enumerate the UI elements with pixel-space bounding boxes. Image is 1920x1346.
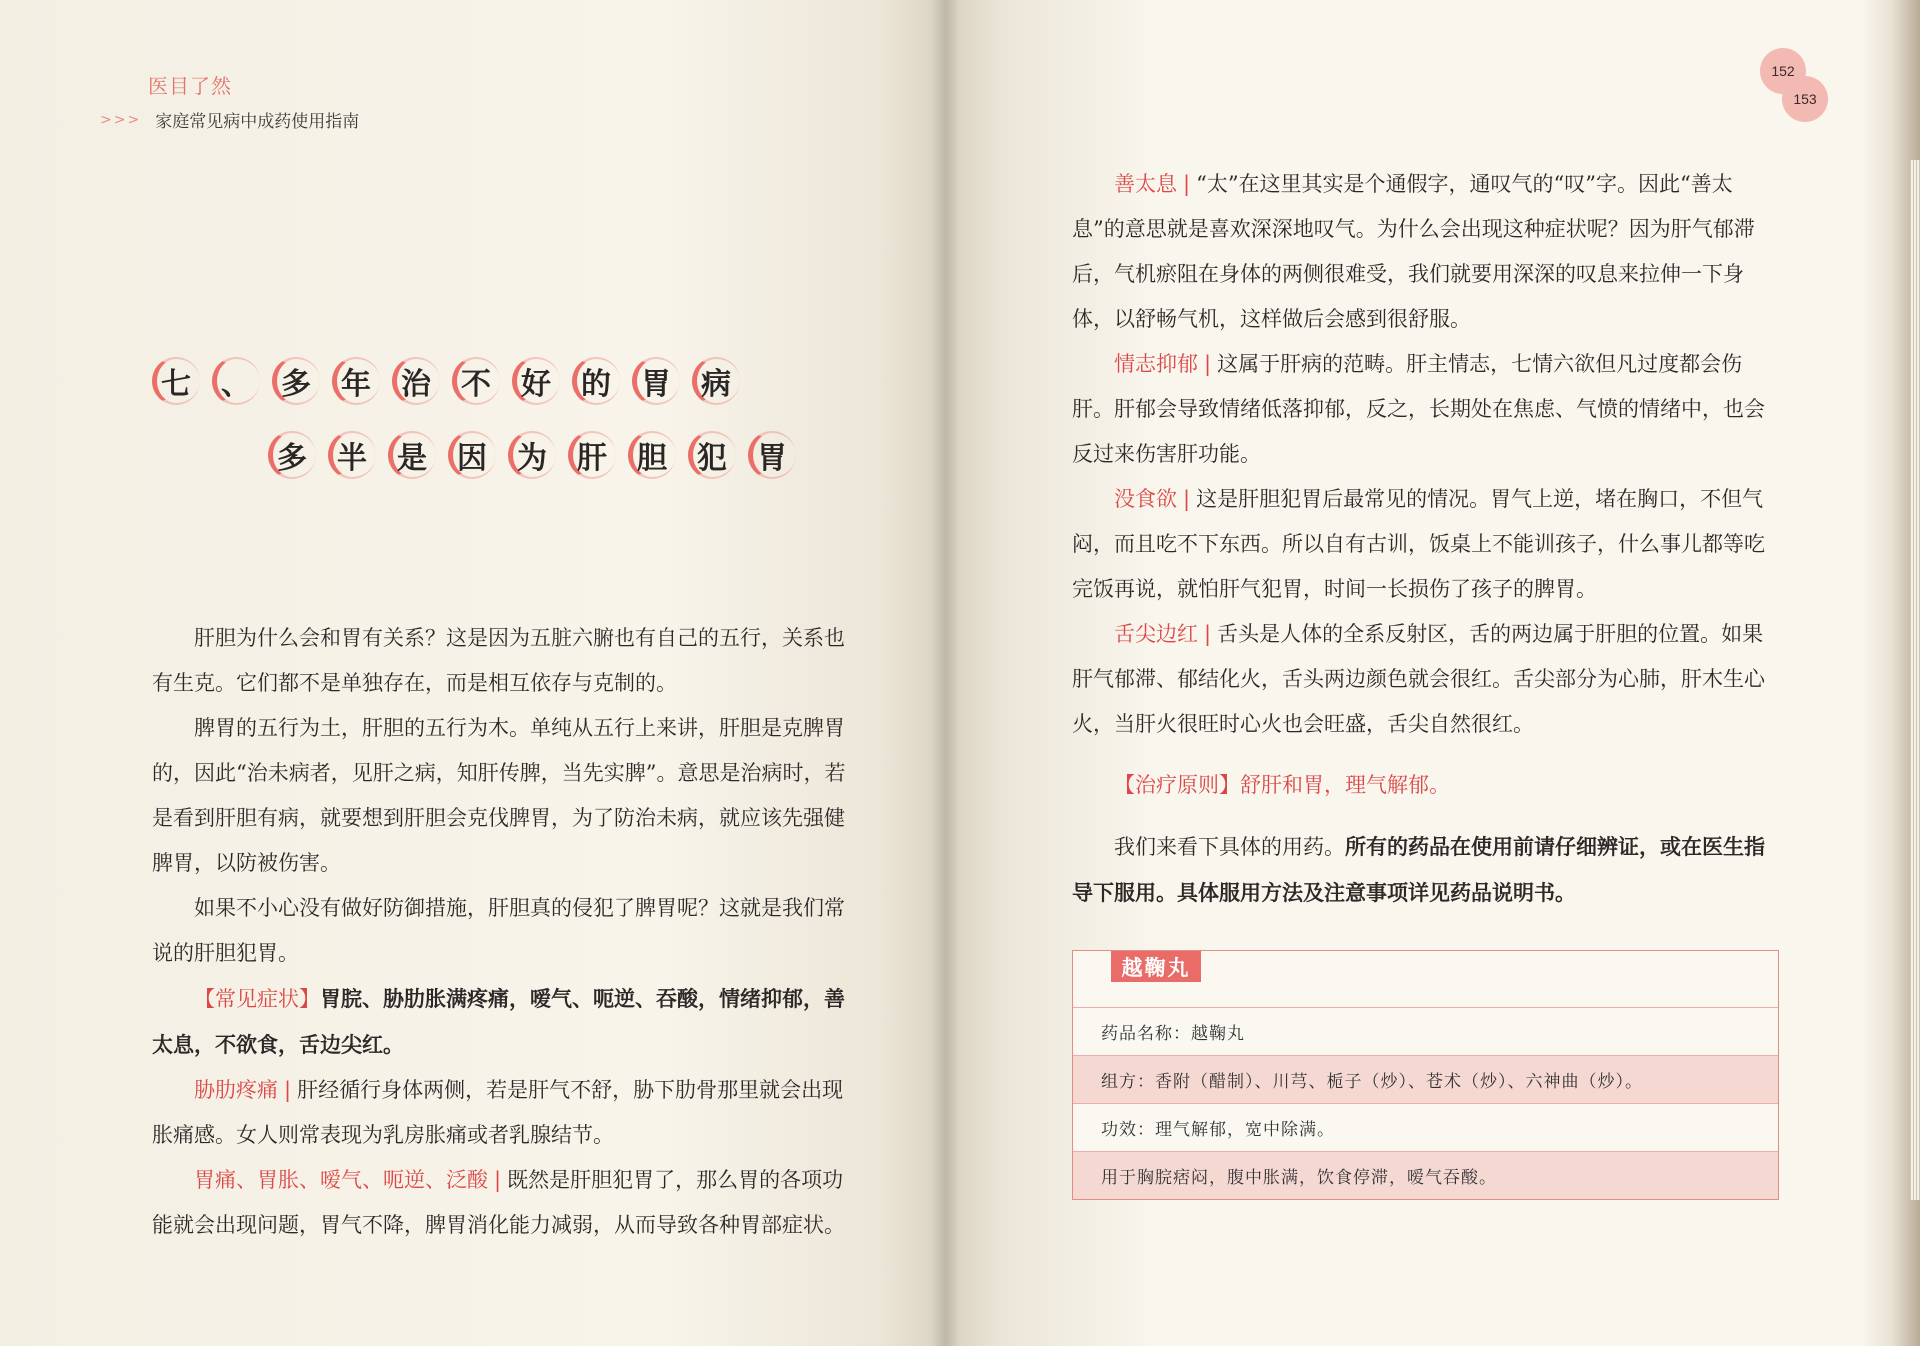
page-edge bbox=[1910, 160, 1920, 1200]
principle-text: 舒肝和胃，理气解郁。 bbox=[1240, 773, 1450, 797]
chapter-title-line-1 bbox=[146, 354, 746, 408]
drug-name-row: 药品名称：越鞠丸 bbox=[1073, 1007, 1778, 1055]
title-char: 半 bbox=[322, 428, 382, 482]
title-char: 好 bbox=[506, 354, 566, 408]
chevron-right-icon: >>> bbox=[100, 111, 142, 128]
symptoms-text: 胃脘、胁肋胀满疼痛，嗳气、呃逆、吞酸，情绪抑郁，善太息，不欲食，舌边尖红。 bbox=[152, 986, 845, 1057]
title-char: 肝 bbox=[562, 428, 622, 482]
symptom-label: 胃痛、胃胀、嗳气、呃逆、泛酸 bbox=[194, 1168, 488, 1192]
medication-note bbox=[1072, 824, 1778, 916]
title-char: 治 bbox=[386, 354, 446, 408]
symptom-text: 肝经循行身体两侧，若是肝气不舒，胁下肋骨那里就会出现胀痛感。女人则常表现为乳房胀痛或者乳腺结节。 bbox=[152, 1078, 844, 1147]
left-page bbox=[0, 0, 945, 1346]
symptom-text: “太”在这里其实是个通假字，通叹气的“叹”字。因此“善太息”的意思就是喜欢深深地叹气。为什么会出现这种症状呢？因为肝气郁滞后，气机瘀阻在身体的两侧很难受，我们就要用深深的叹息来拉伸一下身体，以舒畅气机，这样做后会感到很舒服。 bbox=[1072, 172, 1755, 331]
title-char: 年 bbox=[326, 354, 386, 408]
page-number-badge: 153 bbox=[1782, 76, 1828, 122]
symptom-label: 善太息 bbox=[1114, 172, 1177, 196]
separator-bar-icon: | bbox=[1183, 172, 1191, 196]
symptom-text: 这属于肝病的范畴。肝主情志，七情六欲但凡过度都会伤肝。肝郁会导致情绪低落抑郁，反之，长期处在焦虑、气愤的情绪中，也会反过来伤害肝功能。 bbox=[1072, 352, 1765, 466]
drug-name-tab: 越鞠丸 bbox=[1111, 951, 1201, 982]
title-char: 的 bbox=[566, 354, 626, 408]
title-char: 病 bbox=[686, 354, 746, 408]
drug-effect-row: 功效：理气解郁，宽中除满。 bbox=[1073, 1103, 1778, 1151]
symptom-item bbox=[1072, 612, 1778, 747]
symptom-item bbox=[1072, 477, 1778, 612]
title-char: 七 bbox=[146, 354, 206, 408]
symptom-text: 这是肝胆犯胃后最常见的情况。胃气上逆，堵在胸口，不但气闷，而且吃不下东西。所以自有古训，饭桌上不能训孩子，什么事儿都等吃完饭再说，就怕肝气犯胃，时间一长损伤了孩子的脾胃。 bbox=[1072, 487, 1765, 601]
drug-formula-row: 组方：香附（醋制）、川芎、栀子（炒）、苍术（炒）、六神曲（炒）。 bbox=[1073, 1055, 1778, 1103]
treatment-principle bbox=[1072, 763, 1778, 808]
symptom-item bbox=[152, 1068, 860, 1158]
symptom-label: 舌尖边红 bbox=[1114, 622, 1198, 646]
title-char: 、 bbox=[206, 354, 266, 408]
book-title-row bbox=[100, 107, 359, 132]
symptom-label: 胁肋疼痛 bbox=[194, 1078, 278, 1102]
title-char: 多 bbox=[262, 428, 322, 482]
medication-warning: 所有的药品在使用前请仔细辨证，或在医生指导下服用。具体服用方法及注意事项详见药品说明书。 bbox=[1072, 834, 1765, 905]
symptom-item bbox=[1072, 162, 1778, 342]
left-body-text bbox=[152, 616, 860, 1248]
separator-bar-icon: | bbox=[494, 1168, 502, 1192]
symptom-label: 没食欲 bbox=[1114, 487, 1177, 511]
symptom-text: 舌头是人体的全系反射区，舌的两边属于肝胆的位置。如果肝气郁滞、郁结化火，舌头两边颜色就会很红。舌尖部分为心肺，肝木生心火，当肝火很旺时心火也会旺盛，舌尖自然很红。 bbox=[1072, 622, 1765, 736]
title-char: 胃 bbox=[626, 354, 686, 408]
chapter-title-line-2 bbox=[262, 428, 802, 482]
paragraph: 肝胆为什么会和胃有关系？这是因为五脏六腑也有自己的五行，关系也有生克。它们都不是单独存在，而是相互依存与克制的。 bbox=[152, 626, 845, 695]
symptoms-paragraph bbox=[152, 976, 860, 1068]
title-char: 不 bbox=[446, 354, 506, 408]
right-body-text bbox=[1072, 162, 1778, 916]
separator-bar-icon: | bbox=[1204, 352, 1212, 376]
book-spine-shadow bbox=[930, 0, 960, 1346]
title-char: 胆 bbox=[622, 428, 682, 482]
title-char: 为 bbox=[502, 428, 562, 482]
title-char: 犯 bbox=[682, 428, 742, 482]
paragraph: 脾胃的五行为土，肝胆的五行为木。单纯从五行上来讲，肝胆是克脾胃的，因此“治未病者，见肝之病，知肝传脾，当先实脾”。意思是治病时，若是看到肝胆有病，就要想到肝胆会克伐脾胃，为了防治未病，就应该先强健脾胃，以防被伤害。 bbox=[152, 716, 846, 875]
series-name: 医目了然 bbox=[148, 74, 232, 98]
running-head bbox=[100, 70, 359, 132]
symptom-item bbox=[152, 1158, 860, 1248]
title-char: 因 bbox=[442, 428, 502, 482]
page-number-badge: 152 bbox=[1760, 48, 1806, 94]
title-char: 胃 bbox=[742, 428, 802, 482]
separator-bar-icon: | bbox=[1204, 622, 1212, 646]
paragraph: 如果不小心没有做好防御措施，肝胆真的侵犯了脾胃呢？这就是我们常说的肝胆犯胃。 bbox=[152, 896, 845, 965]
symptoms-label: 【常见症状】 bbox=[194, 987, 320, 1011]
book-title: 家庭常见病中成药使用指南 bbox=[155, 112, 360, 132]
drug-info-table bbox=[1072, 950, 1779, 1200]
drug-usage-row: 用于胸脘痞闷，腹中胀满，饮食停滞，嗳气吞酸。 bbox=[1073, 1151, 1778, 1199]
symptom-text: 既然是肝胆犯胃了，那么胃的各项功能就会出现问题，胃气不降，脾胃消化能力减弱，从而导致各种胃部症状。 bbox=[152, 1168, 845, 1237]
symptom-label: 情志抑郁 bbox=[1114, 352, 1198, 376]
principle-label: 【治疗原则】 bbox=[1114, 773, 1240, 797]
title-char: 多 bbox=[266, 354, 326, 408]
separator-bar-icon: | bbox=[1183, 487, 1191, 511]
medication-intro: 我们来看下具体的用药。 bbox=[1114, 835, 1345, 859]
title-char: 是 bbox=[382, 428, 442, 482]
symptom-item bbox=[1072, 342, 1778, 477]
separator-bar-icon: | bbox=[284, 1078, 292, 1102]
